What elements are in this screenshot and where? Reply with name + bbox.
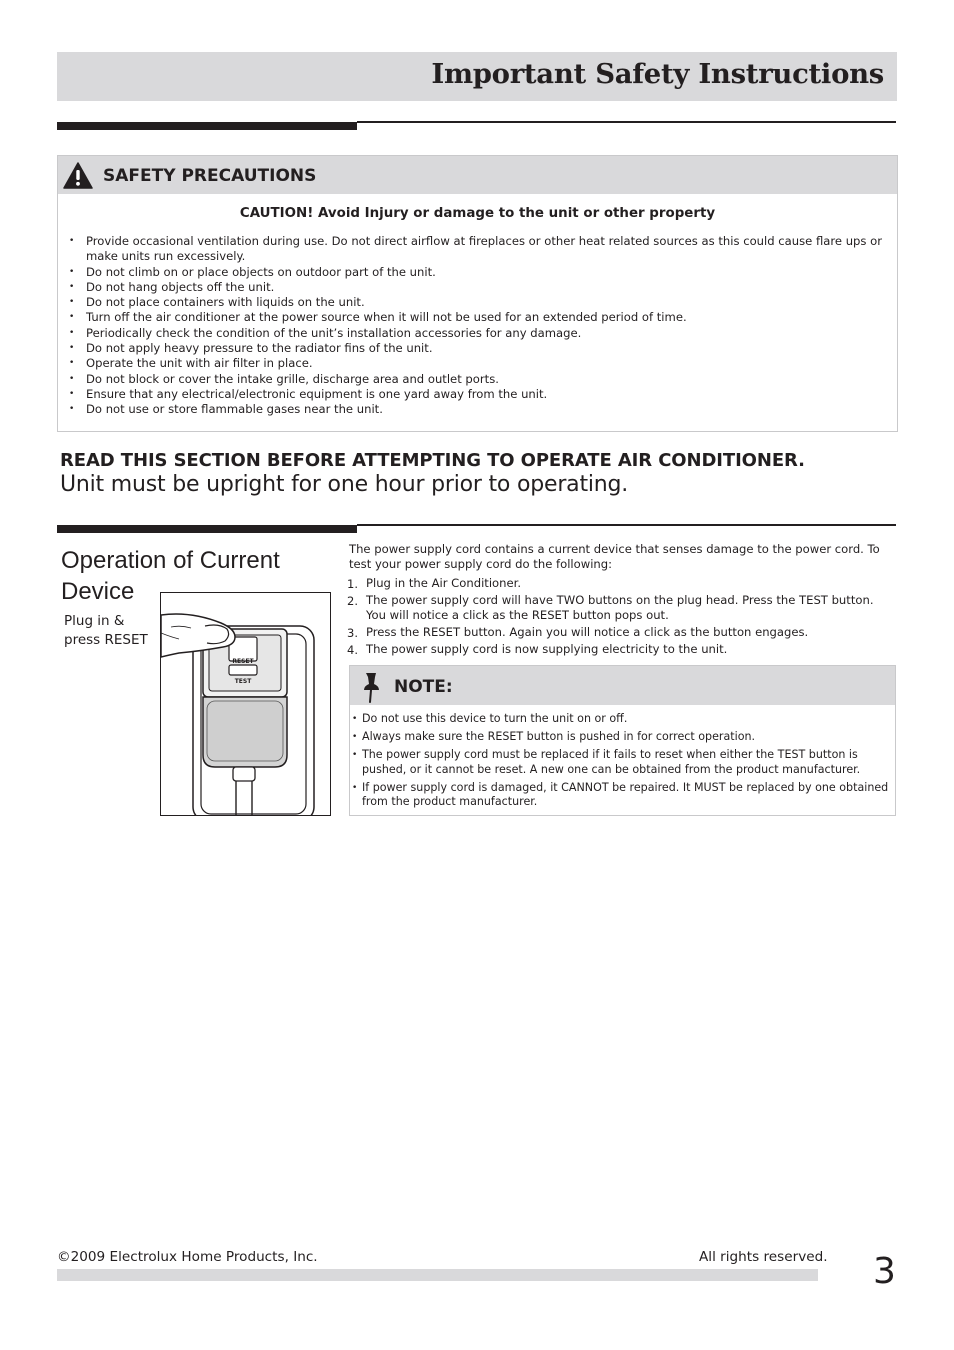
step-item — [347, 642, 895, 657]
list-item: • Operate the unit with air filter in place. — [69, 356, 313, 371]
pushpin-icon — [360, 671, 384, 703]
bullet-icon: • — [69, 373, 75, 384]
list-item: • Always make sure the RESET button is pushed in for correct operation. — [352, 730, 756, 743]
safety-precautions-box — [57, 155, 898, 432]
bullet-icon: • — [69, 358, 75, 369]
step-number: 3. — [347, 626, 358, 640]
list-item: • Turn off the air conditioner at the power source when it will not be used for an extended period of time. — [69, 310, 687, 325]
note-list — [350, 712, 895, 813]
operation-steps — [347, 576, 895, 659]
note-heading: NOTE: — [394, 677, 453, 697]
caution-line: CAUTION! Avoid Injury or damage to the unit or other property — [239, 206, 716, 221]
list-item: • Periodically check the condition of the unit’s installation accessories for any damage. — [69, 325, 582, 340]
section-rule-thick — [57, 122, 357, 130]
list-item: • Ensure that any electrical/electronic equipment is one yard away from the unit. — [69, 386, 548, 401]
bullet-icon: • — [69, 236, 75, 246]
step-text: Press the RESET button. Again you will notice a click as the button engages. — [366, 625, 809, 639]
step-number: 1. — [347, 577, 358, 591]
safety-list — [58, 234, 897, 418]
list-item: • Do not block or cover the intake grille, discharge area and outlet ports. — [69, 371, 499, 386]
test-label: TEST — [234, 678, 252, 685]
step-number: 4. — [347, 643, 358, 657]
step-item — [347, 576, 895, 591]
operation-title: Operation of Current Device — [61, 547, 280, 605]
step-item — [347, 625, 895, 640]
list-item: • The power supply cord must be replaced if it fails to reset when either the TEST button is pushed, or it cannot be reset. A new one can be obtained from the product manufacturer. — [352, 748, 861, 776]
section-rule-thin — [357, 121, 896, 123]
list-item: • Do not hang objects off the unit. — [69, 279, 275, 294]
list-item: • Do not use or store flammable gases near the unit. — [69, 402, 383, 417]
plug-illustration — [161, 593, 330, 815]
footer-rights: All rights reserved. — [699, 1249, 828, 1265]
page-title: Important Safety Instructions — [431, 58, 884, 90]
step-text: The power supply cord is now supplying electricity to the unit. — [366, 642, 728, 656]
list-item: • If power supply cord is damaged, it CANNOT be repaired. It MUST be replaced by one obtained from the product manufacturer. — [352, 780, 889, 808]
bullet-icon: • — [352, 750, 358, 760]
footer-copyright: ©2009 Electrolux Home Products, Inc. — [57, 1249, 318, 1265]
bullet-icon: • — [352, 732, 358, 742]
warning-icon — [63, 162, 93, 189]
bullet-icon: • — [69, 404, 75, 415]
note-box — [349, 665, 896, 816]
header-bar — [57, 52, 897, 101]
bullet-icon: • — [69, 327, 75, 338]
list-item: • Provide occasional ventilation during use. Do not direct airflow at fireplaces or other heat related sources as this could cause flare ups or make units run excessively. — [69, 234, 883, 264]
bullet-icon: • — [352, 782, 358, 793]
bullet-icon: • — [69, 266, 75, 277]
operation-intro: The power supply cord contains a current device that senses damage to the power cord. To test your power supply cord do the following: — [349, 542, 880, 571]
step-text: Plug in the Air Conditioner. — [366, 576, 522, 590]
bullet-icon: • — [69, 343, 75, 354]
bullet-icon: • — [69, 388, 75, 399]
section-rule-thin — [357, 524, 896, 526]
note-header — [350, 666, 895, 705]
safety-precautions-header — [58, 156, 897, 194]
list-item: • Do not use this device to turn the unit on or off. — [352, 712, 628, 725]
list-item: • Do not place containers with liquids on the unit. — [69, 295, 365, 310]
footer-bar — [57, 1269, 818, 1281]
page-number: 3 — [873, 1251, 896, 1292]
bullet-icon: • — [69, 312, 75, 323]
list-item: • Do not apply heavy pressure to the radiator fins of the unit. — [69, 341, 433, 356]
bullet-icon: • — [352, 714, 358, 724]
list-item: • Do not climb on or place objects on outdoor part of the unit. — [69, 264, 436, 279]
section-rule-thick — [57, 525, 357, 533]
upright-notice: Unit must be upright for one hour prior to operating. — [60, 472, 629, 497]
step-item — [347, 593, 895, 623]
bullet-icon: • — [69, 297, 75, 308]
reset-label: RESET — [232, 658, 254, 665]
safety-precautions-heading: SAFETY PRECAUTIONS — [103, 166, 317, 186]
step-number: 2. — [347, 594, 358, 608]
plug-reset-figure — [160, 592, 331, 816]
figure-caption: Plug in & press RESET — [64, 613, 148, 648]
step-text: The power supply cord will have TWO buttons on the plug head. Press the TEST button. You will notice a click as the RESET button pops out. — [366, 593, 874, 622]
read-section-warning: READ THIS SECTION BEFORE ATTEMPTING TO OPERATE AIR CONDITIONER. — [60, 450, 805, 471]
bullet-icon: • — [69, 281, 75, 292]
